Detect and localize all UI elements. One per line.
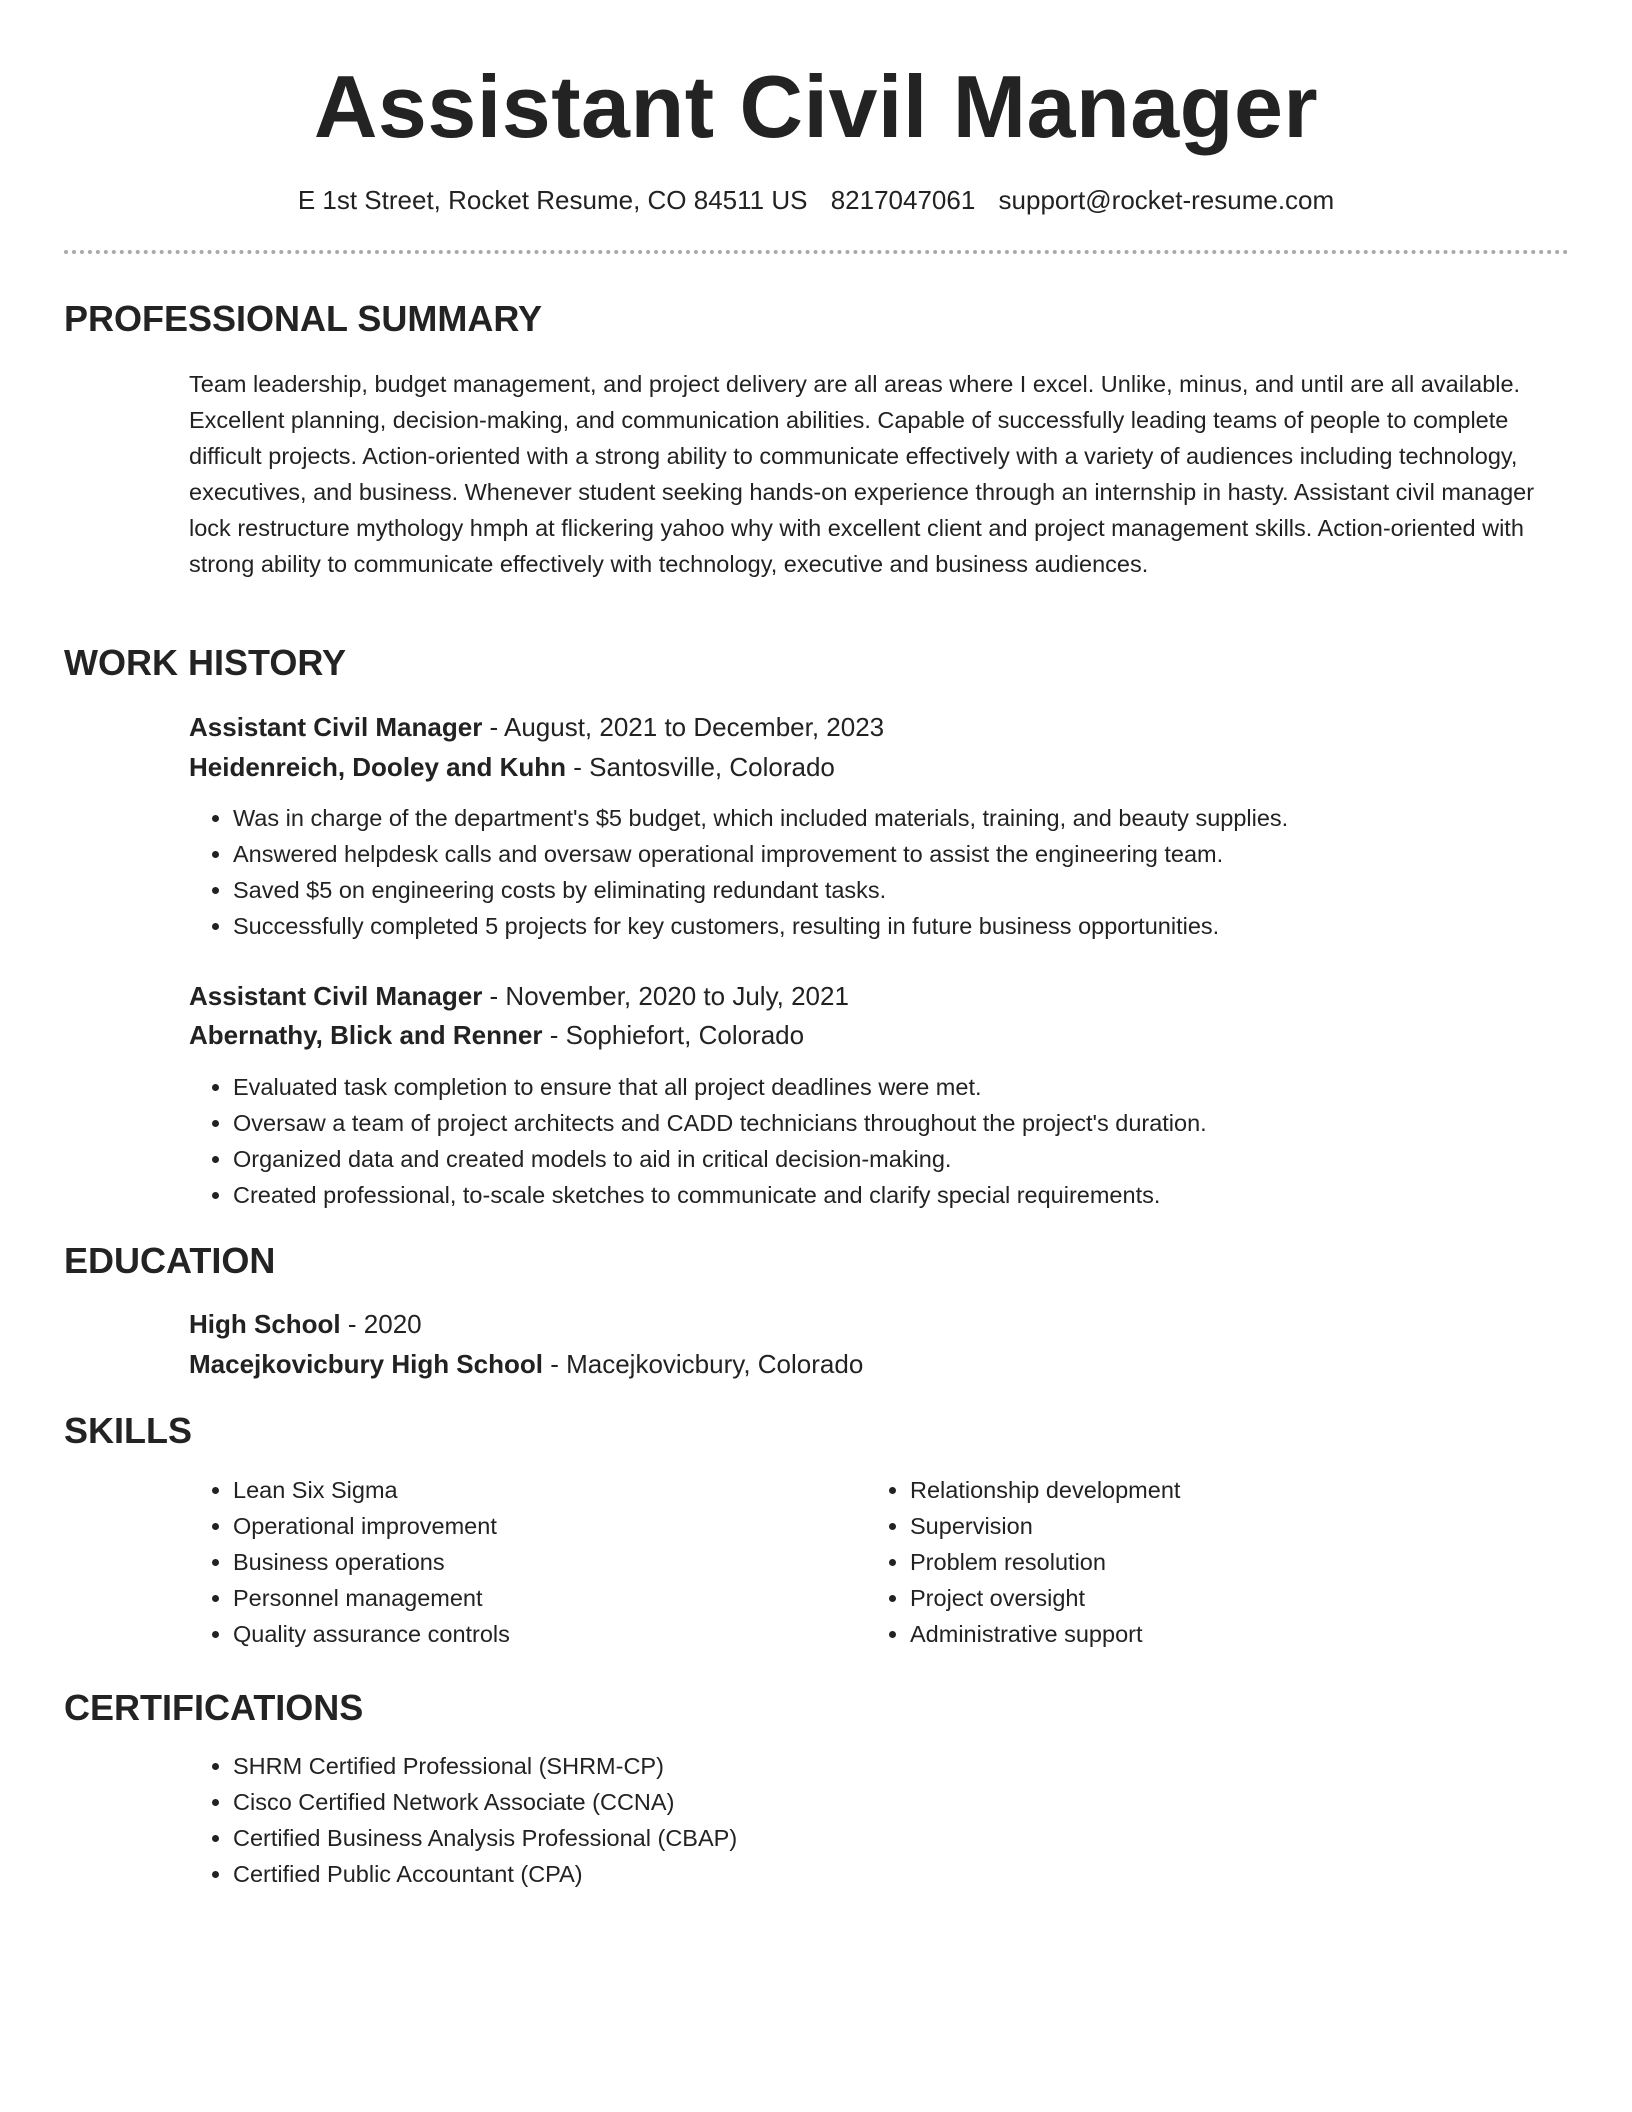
list-item: • Project oversight <box>910 1580 1180 1616</box>
contact-phone: 8217047061 <box>830 185 976 215</box>
list-item: • Organized data and created models to aid in critical decision-making. <box>233 1141 1207 1177</box>
list-item: • Relationship development <box>910 1472 1180 1508</box>
education-location: - Macejkovicbury, Colorado <box>542 1349 864 1379</box>
candidate-name: Assistant Civil Manager <box>313 57 1319 156</box>
summary-heading: PROFESSIONAL SUMMARY <box>64 298 543 339</box>
summary-text: Team leadership, budget management, and project delivery are all areas where I excel. Unlike, minus, and until are all available. Excellent planning, decision-making, and communication abilities. Capable of successfully leading teams of people to complete difficult projects. Action-oriented with a strong ability to communicate effectively with a variety of audiences including technology, executives, and business. Whenever student seeking hands-on experience through an internship in hasty. Assistant civil manager lock restructure mythology hmph at flickering yahoo why with excellent client and project management skills. Action-oriented with strong ability to communicate effectively with technology, executive and business audiences. <box>189 371 1535 577</box>
education-degree-line <box>189 1305 422 1343</box>
job-1-bullets <box>189 800 1288 944</box>
contact-address: E 1st Street, Rocket Resume, CO 84511 US <box>297 185 808 215</box>
education-year: - 2020 <box>340 1309 422 1339</box>
contact-line <box>0 180 1632 220</box>
certifications-list <box>189 1748 737 1892</box>
job-2-dates: - November, 2020 to July, 2021 <box>482 981 849 1011</box>
job-1-company-line <box>189 748 835 786</box>
list-item: • Business operations <box>233 1544 510 1580</box>
job-2-location: - Sophiefort, Colorado <box>542 1020 805 1050</box>
job-2-title-line <box>189 977 849 1015</box>
list-item: • Evaluated task completion to ensure that all project deadlines were met. <box>233 1069 1207 1105</box>
education-school-line <box>189 1345 863 1383</box>
list-item: • Administrative support <box>910 1616 1180 1652</box>
list-item: • Was in charge of the department's $5 budget, which included materials, training, and beauty supplies. <box>233 800 1288 836</box>
job-2-company: Abernathy, Blick and Renner <box>189 1020 543 1050</box>
list-item: • Certified Business Analysis Professional (CBAP) <box>233 1820 737 1856</box>
contact-email: support@rocket-resume.com <box>998 185 1335 215</box>
list-item: • Lean Six Sigma <box>233 1472 510 1508</box>
job-1-dates: - August, 2021 to December, 2023 <box>482 712 885 742</box>
list-item: • Oversaw a team of project architects and CADD technicians throughout the project's duration. <box>233 1105 1207 1141</box>
list-item: • Operational improvement <box>233 1508 510 1544</box>
list-item: • SHRM Certified Professional (SHRM-CP) <box>233 1748 737 1784</box>
list-item: • Problem resolution <box>910 1544 1180 1580</box>
job-1-company: Heidenreich, Dooley and Kuhn <box>189 752 567 782</box>
skills-right-list <box>866 1472 1180 1652</box>
list-item: • Cisco Certified Network Associate (CCNA) <box>233 1784 737 1820</box>
education-heading: EDUCATION <box>64 1240 276 1281</box>
list-item: • Supervision <box>910 1508 1180 1544</box>
list-item: • Quality assurance controls <box>233 1616 510 1652</box>
education-degree: High School <box>189 1309 341 1339</box>
list-item: • Certified Public Accountant (CPA) <box>233 1856 737 1892</box>
job-1-title-line <box>189 708 884 746</box>
list-item: • Personnel management <box>233 1580 510 1616</box>
skills-heading: SKILLS <box>64 1410 193 1451</box>
job-2-role: Assistant Civil Manager <box>189 981 483 1011</box>
list-item: • Answered helpdesk calls and oversaw operational improvement to assist the engineering team. <box>233 836 1288 872</box>
job-2-bullets <box>189 1069 1207 1213</box>
job-1-location: - Santosville, Colorado <box>566 752 835 782</box>
list-item: • Saved $5 on engineering costs by eliminating redundant tasks. <box>233 872 1288 908</box>
job-1-role: Assistant Civil Manager <box>189 712 483 742</box>
job-2-company-line <box>189 1016 804 1054</box>
list-item: • Created professional, to-scale sketches to communicate and clarify special requirements. <box>233 1177 1207 1213</box>
work-history-heading: WORK HISTORY <box>64 642 347 683</box>
skills-left-list <box>189 1472 510 1652</box>
certifications-heading: CERTIFICATIONS <box>64 1687 364 1728</box>
list-item: • Successfully completed 5 projects for key customers, resulting in future business opportunities. <box>233 908 1288 944</box>
education-school: Macejkovicbury High School <box>189 1349 543 1379</box>
header-divider <box>64 250 1569 254</box>
